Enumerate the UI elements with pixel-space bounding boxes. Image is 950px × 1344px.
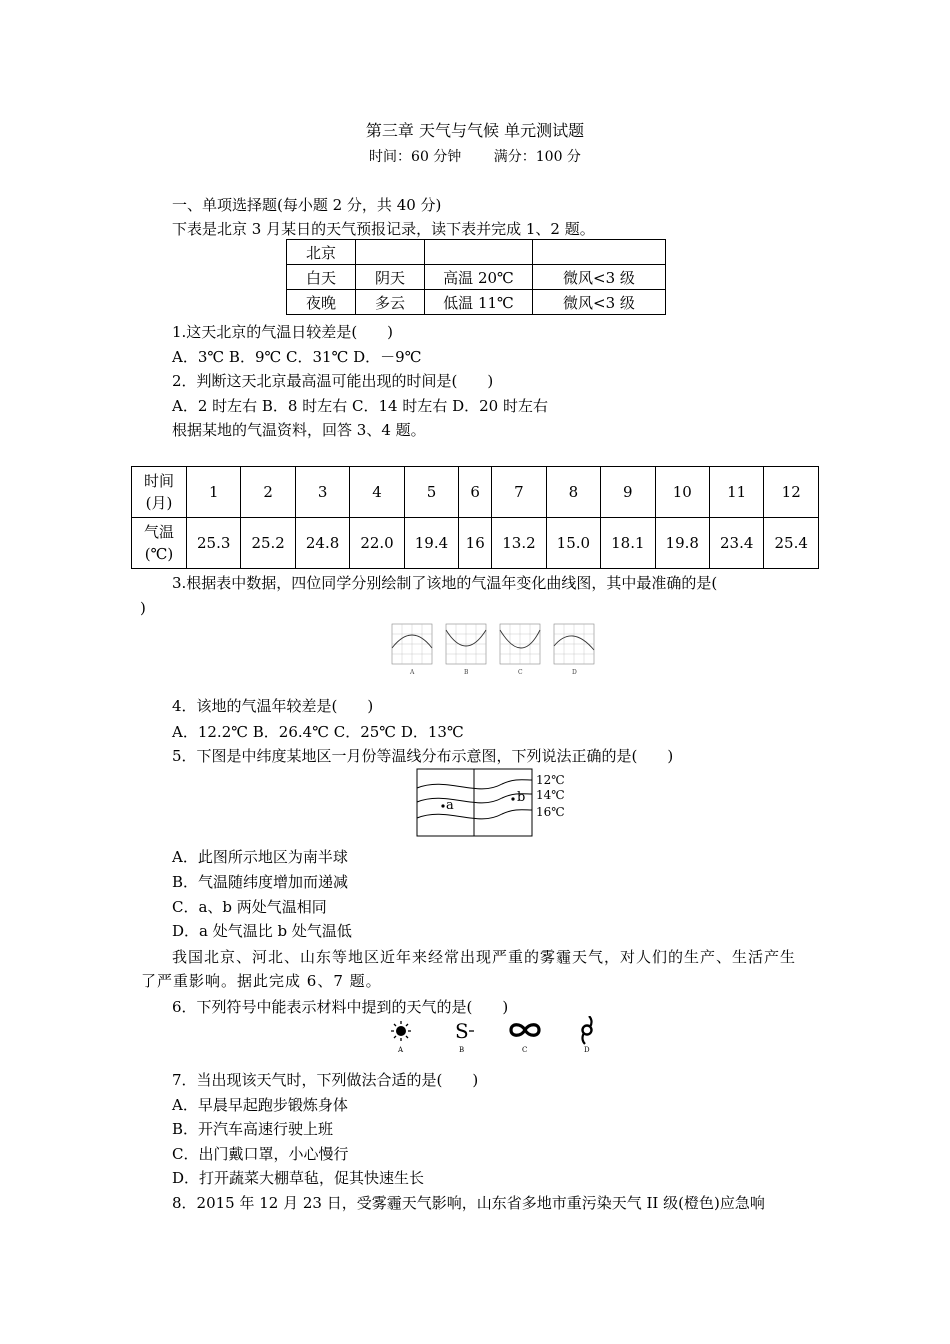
table-row [287,290,666,315]
question-5-option-d: D．a 处气温比 b 处气温低 [172,922,352,940]
month-cell: 4 [350,467,404,518]
point-a-label: a [446,798,454,813]
table-cell: 高温 20℃ [425,265,533,290]
question-2-options: A．2 时左右 B．8 时左右 C．14 时左右 D．20 时左右 [172,397,548,415]
temp-cell: 23.4 [709,518,763,569]
table-cell: 北京 [287,240,356,265]
symbol-label: B [459,1046,465,1054]
month-cell: 1 [187,467,241,518]
curve-chart-a [392,624,432,676]
table-cell [425,240,533,265]
chart-grid [446,624,486,664]
question-4-stem: 4．该地的气温年较差是( ) [172,697,374,715]
table-row [132,518,819,569]
temp-cell: 18.1 [601,518,655,569]
curve-charts-group [380,618,605,678]
temp-cell: 16 [459,518,492,569]
table-row [287,265,666,290]
page-title: 第三章 天气与气候 单元测试题 [365,121,585,140]
header-unit: (月) [145,494,173,512]
month-cell: 9 [601,467,655,518]
table-row [287,240,666,265]
point-a-marker [441,804,444,807]
question-1-stem: 1.这天北京的气温日较差是( ) [172,323,394,341]
question-7-stem: 7．当出现该天气时，下列做法合适的是( ) [172,1071,479,1089]
month-cell: 2 [241,467,295,518]
question-8-stem: 8．2015 年 12 月 23 日，受雾霾天气影响，山东省多地市重污染天气 II 级(橙色)应急响 [172,1194,765,1212]
temp-cell: 22.0 [350,518,404,569]
table-cell: 微风<3 级 [533,290,666,315]
month-cell: 8 [546,467,600,518]
curve-chart-c [500,624,540,676]
intro-q3-q4: 根据某地的气温资料，回答 3、4 题。 [172,421,426,439]
question-7-option-d: D．打开蔬菜大棚草毡，促其快速生长 [172,1169,425,1187]
table-cell: 阴天 [356,265,425,290]
temp-cell: 19.4 [404,518,458,569]
question-7-option-a: A．早晨早起跑步锻炼身体 [172,1096,348,1114]
chart-grid [500,624,540,664]
question-7-option-b: B．开汽车高速行驶上班 [172,1120,334,1138]
header-text: 气温 [143,523,174,541]
exam-info [0,146,950,166]
month-cell: 11 [709,467,763,518]
question-1-options: A．3℃ B．9℃ C．31℃ D．－9℃ [172,348,422,366]
isotherm-label-16: 16℃ [536,805,565,819]
question-6-stem: 6．下列符号中能表示材料中提到的天气的是( ) [172,998,509,1016]
chart-label: B [464,669,469,676]
weather-symbols [385,1016,605,1058]
temp-cell: 13.2 [492,518,546,569]
table-cell [356,240,425,265]
isotherm-diagram [412,766,587,840]
curve-chart-d [554,624,594,676]
header-text: 时间 [143,472,174,490]
table-cell: 低温 11℃ [425,290,533,315]
month-cell: 6 [459,467,492,518]
question-5-option-c: C．a、b 两处气温相同 [172,898,327,916]
month-cell: 10 [655,467,709,518]
table-cell: 夜晚 [287,290,356,315]
curve-chart-b [446,624,486,676]
haze-icon [511,1025,539,1036]
table-header-month [132,467,187,518]
table-row [132,467,819,518]
table-cell: 微风<3 级 [533,265,666,290]
question-5-option-a: A．此图所示地区为南半球 [172,848,348,866]
forecast-table [286,239,666,315]
temp-cell: 25.3 [187,518,241,569]
point-b-marker [511,797,514,800]
symbol-label: C [522,1046,528,1054]
chart-label: C [518,669,523,676]
table-cell: 多云 [356,290,425,315]
header-unit: (℃) [144,545,174,563]
symbol-label: D [584,1046,590,1054]
question-7-option-c: C．出门戴口罩，小心慢行 [172,1145,349,1163]
question-2-stem: 2．判断这天北京最高温可能出现的时间是( ) [172,372,494,390]
svg-text:S: S [455,1019,469,1043]
question-3-stem-end: ) [140,599,146,617]
section-heading: 一、单项选择题(每小题 2 分，共 40 分) [172,196,442,214]
table-cell: 白天 [287,265,356,290]
temp-cell: 25.4 [764,518,819,569]
question-5-option-b: B．气温随纬度增加而递减 [172,873,349,891]
point-b-label: b [517,790,526,805]
month-cell: 5 [404,467,458,518]
symbol-label: A [398,1046,404,1054]
chart-label: D [572,669,577,676]
temp-cell: 15.0 [546,518,600,569]
month-cell: 7 [492,467,546,518]
intro-q1-q2: 下表是北京 3 月某日的天气预报记录，读下表并完成 1、2 题。 [172,220,595,238]
isotherm-label-12: 12℃ [536,773,565,787]
exam-score: 满分：100 分 [493,149,581,165]
chart-grid [392,624,432,664]
exam-time: 时间：60 分钟 [369,149,462,165]
month-cell: 3 [295,467,349,518]
sandstorm-icon [455,1019,474,1043]
question-4-options: A．12.2℃ B．26.4℃ C．25℃ D．13℃ [172,723,464,741]
typhoon-icon [582,1016,591,1044]
sun-icon [391,1021,411,1041]
table-cell [533,240,666,265]
question-3-stem: 3.根据表中数据，四位同学分别绘制了该地的气温年变化曲线图，其中最准确的是( [172,574,718,592]
chart-label: A [410,669,415,676]
temp-cell: 25.2 [241,518,295,569]
intro-q6-q7: 我国北京、河北、山东等地区近年来经常出现严重的雾霾天气，对人们的生产、生活产生了严重影响。据此完成 6、7 题。 [141,948,797,990]
question-5-stem: 5．下图是中纬度某地区一月份等温线分布示意图，下列说法正确的是( ) [172,747,674,765]
temp-cell: 24.8 [295,518,349,569]
temperature-table [131,466,819,569]
month-cell: 12 [764,467,819,518]
temp-cell: 19.8 [655,518,709,569]
isotherm-label-14: 14℃ [536,788,565,802]
table-header-temp [132,518,187,569]
